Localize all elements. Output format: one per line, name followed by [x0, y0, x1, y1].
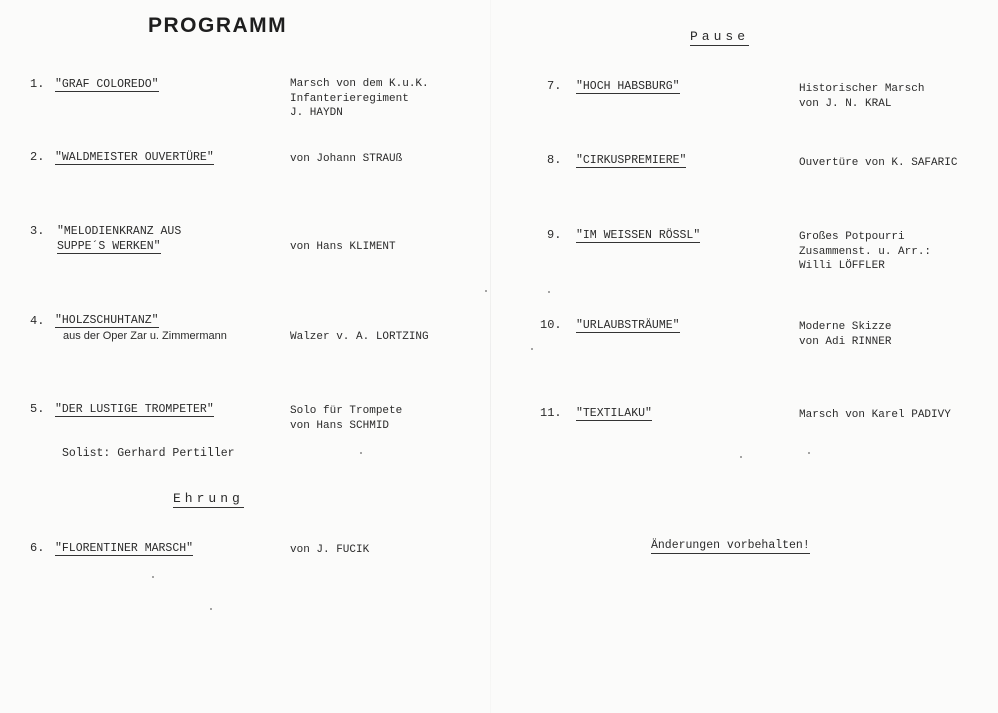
piece-title-line: "HOLZSCHUHTANZ" [55, 314, 159, 327]
item-number: 4. [30, 314, 45, 328]
description-line: von J. N. KRAL [799, 97, 892, 110]
page-title: PROGRAMM [148, 14, 288, 37]
piece-description [290, 330, 429, 345]
paper-speck [740, 456, 742, 458]
piece-description [799, 230, 931, 274]
piece-description [290, 404, 402, 433]
description-line: von Hans KLIMENT [290, 241, 396, 253]
piece-description [799, 82, 924, 111]
description-line: Marsch von dem K.u.K. [290, 78, 429, 90]
paper-speck [152, 576, 154, 578]
item-number: 3. [30, 224, 45, 238]
description-line: von Adi RINNER [799, 335, 892, 348]
item-number: 5. [30, 402, 45, 416]
description-line: von J. FUCIK [290, 544, 370, 556]
description-line: Infanterieregiment [290, 92, 409, 105]
piece-description [290, 240, 396, 255]
piece-description [290, 152, 402, 167]
description-line: Historischer Marsch [799, 83, 925, 95]
piece-description [799, 408, 951, 423]
piece-title-line: "WALDMEISTER OUVERTÜRE" [55, 151, 214, 164]
page-fold [490, 0, 491, 713]
piece-title-line: SUPPE´S WERKEN" [57, 240, 161, 253]
piece-title-line: "MELODIENKRANZ AUS [57, 225, 182, 238]
piece-title-line: "TEXTILAKU" [576, 407, 652, 420]
piece-title [55, 77, 159, 92]
description-line: von Hans SCHMID [290, 419, 390, 432]
piece-title-line: "FLORENTINER MARSCH" [55, 542, 194, 555]
piece-title-line: "URLAUBSTRÄUME" [576, 319, 680, 332]
description-line: Solo für Trompete [290, 405, 403, 417]
item-number: 7. [547, 79, 562, 93]
paper-speck [210, 608, 212, 610]
piece-title-line: "GRAF COLOREDO" [55, 78, 159, 91]
item-number: 11. [540, 406, 562, 420]
item-number: 1. [30, 77, 45, 91]
pause-heading: Pause [690, 29, 750, 44]
piece-title [55, 541, 193, 556]
piece-title [55, 402, 214, 417]
piece-title-line: "IM WEISSEN RÖSSL" [576, 229, 701, 242]
description-line: J. HAYDN [290, 107, 343, 119]
description-line: Marsch von Karel PADIVY [799, 409, 951, 421]
description-line: Großes Potpourri [799, 231, 905, 243]
piece-title [57, 224, 181, 254]
description-line: von Johann STRAUß [290, 153, 403, 165]
piece-title [55, 150, 214, 165]
item-number: 2. [30, 150, 45, 164]
piece-subtitle: aus der Oper Zar u. Zimmermann [63, 330, 227, 342]
item-number: 8. [547, 153, 562, 167]
item-number: 10. [540, 318, 562, 332]
item-number: 6. [30, 541, 45, 555]
paper-speck [548, 291, 550, 293]
piece-title-line: "CIRKUSPREMIERE" [576, 154, 687, 167]
paper-speck [808, 452, 810, 454]
piece-title [576, 406, 652, 421]
piece-title-line: "HOCH HABSBURG" [576, 80, 680, 93]
soloist-line: Solist: Gerhard Pertiller [62, 447, 235, 460]
description-line: Willi LÖFFLER [799, 260, 885, 272]
description-line: Moderne Skizze [799, 321, 892, 333]
paper-speck [531, 348, 533, 350]
piece-description [290, 77, 429, 121]
piece-title-line: "DER LUSTIGE TROMPETER" [55, 403, 214, 416]
paper-speck [360, 452, 362, 454]
paper-speck [485, 290, 487, 292]
ehrung-heading: Ehrung [173, 491, 244, 506]
item-number: 9. [547, 228, 562, 242]
piece-title [576, 318, 680, 333]
piece-title [576, 153, 686, 168]
description-line: Walzer v. A. LORTZING [290, 331, 429, 343]
piece-title [576, 79, 680, 94]
piece-description [799, 320, 891, 349]
piece-description [290, 543, 369, 558]
piece-description [799, 156, 957, 171]
piece-title [576, 228, 700, 243]
changes-note: Änderungen vorbehalten! [651, 539, 810, 552]
piece-title [55, 313, 159, 328]
description-line: Ouvertüre von K. SAFARIC [799, 157, 958, 169]
description-line: Zusammenst. u. Arr.: [799, 245, 932, 258]
